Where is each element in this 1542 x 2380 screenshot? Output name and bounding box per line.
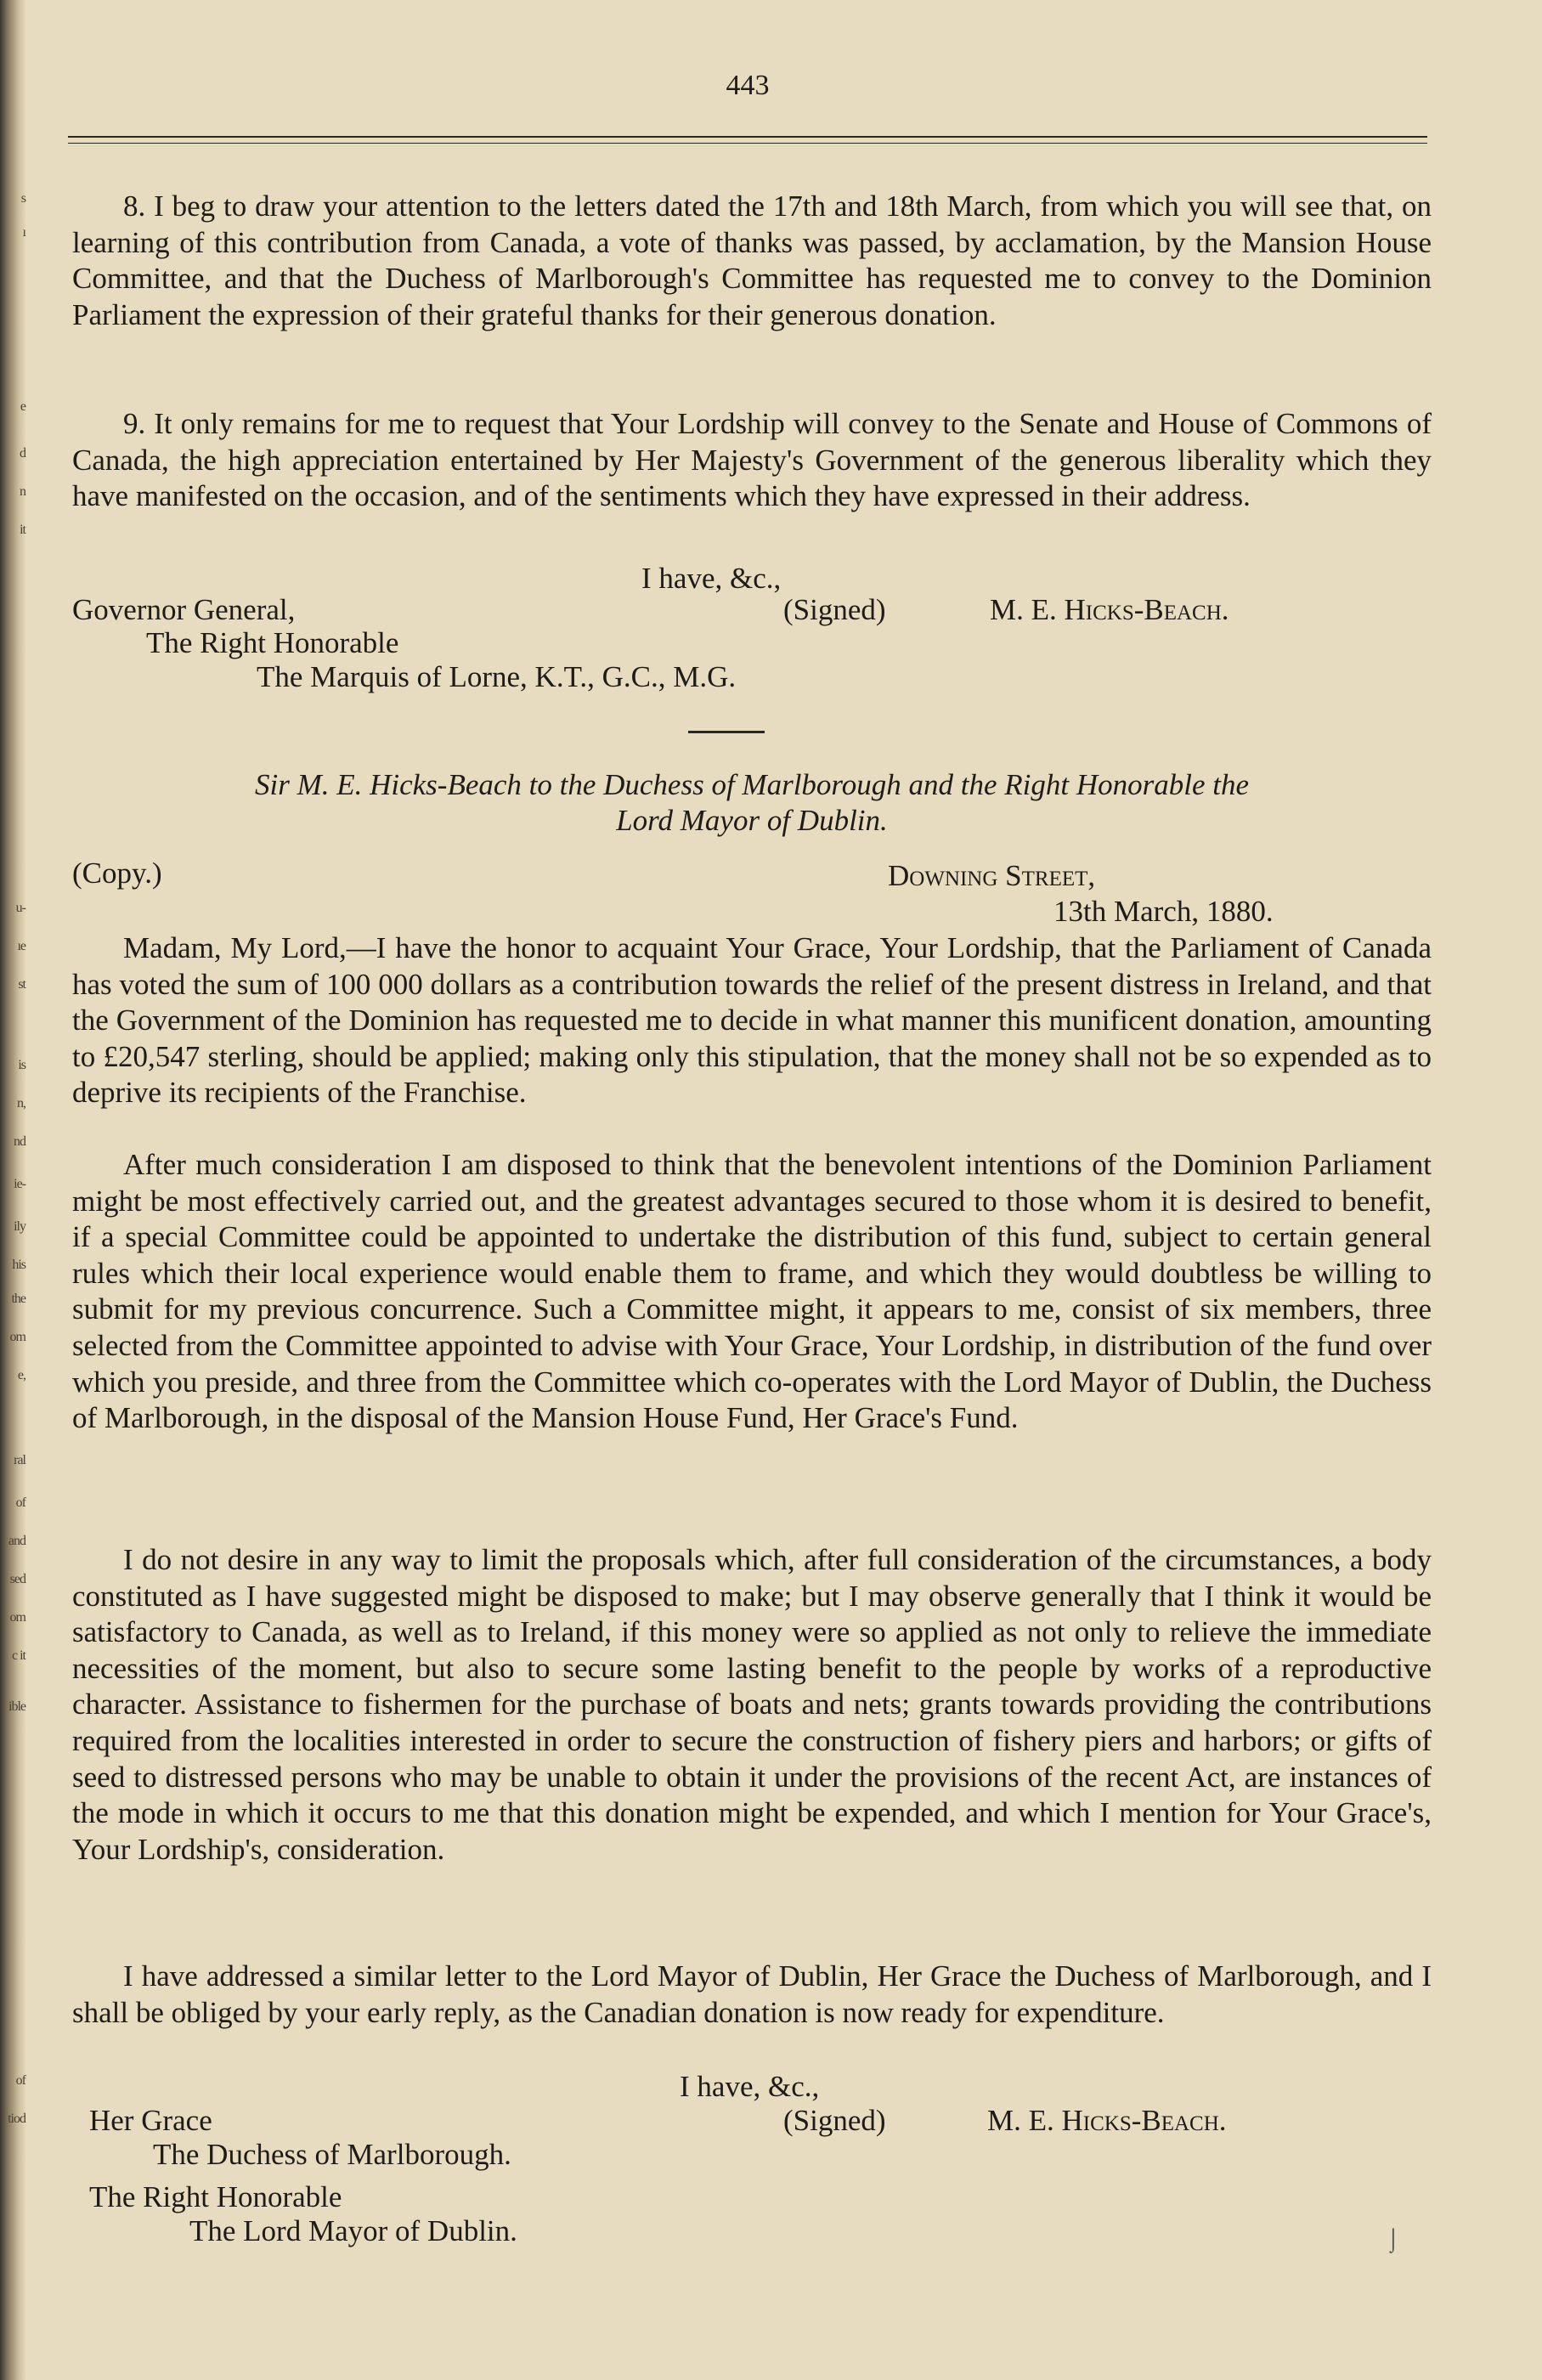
paragraph-8: 8. I beg to draw your attention to the letters dated the 17th and 18th March, from which you will see that, on learning of this contribution from Canada, a vote of thanks was passed, by acclamation, by the Mansion House Committee, and that the Duchess of Marlborough's Committee has requested me to convey to the Dominion Parliament the expression of their grateful thanks for their generous donation.	[72, 189, 1432, 331]
gutter-fragment: and	[8, 1534, 25, 1548]
letter-heading-line-2: Lord Mayor of Dublin.	[616, 804, 888, 837]
document-page	[68, 51, 1432, 2345]
signature-2: M. E. Hicks-Beach.	[987, 2104, 1227, 2137]
gutter-fragment: om	[9, 1330, 25, 1344]
signed-label: (Signed)	[783, 593, 886, 626]
place-line: Downing Street,	[888, 859, 1096, 892]
gutter-fragment: nd	[14, 1134, 25, 1149]
gutter-fragment: e,	[17, 1368, 25, 1382]
gutter-fragment: ı	[22, 225, 25, 240]
closing-line-2: I have, &c.,	[680, 2070, 820, 2103]
gutter-fragment: the	[11, 1292, 25, 1306]
header-rule-bottom	[68, 143, 1427, 144]
letter-paragraph-2: After much consideration I am disposed to think that the benevolent intentions of the Dominion Parliament might be most effectively carried out, and the greatest advantages secured to those whom it is desired to benefit, if a special Committee could be appointed to undertake the distribution of this fund, subject to certain general rules which their local experience would enable them to frame, and which they would doubtless be willing to submit for my previous concurrence. Such a Committee might, it appears to me, consist of six members, three selected from the Committee appointed to advise with Your Grace, Your Lordship, in distribution of the fund over which you preside, and three from the Committee which co-operates with the Lord Mayor of Dublin, the Duchess of Marlborough, in the disposal of the Mansion House Fund, Her Grace's Fund.	[72, 1148, 1432, 1435]
gutter-fragment: of	[15, 2073, 25, 2088]
section-divider	[688, 731, 765, 733]
addressee-line-1: Governor General,	[72, 593, 296, 626]
gutter-fragment: s	[20, 191, 25, 206]
addressee-2a-line-1: Her Grace	[89, 2104, 212, 2137]
letter-paragraph-3: I do not desire in any way to limit the proposals which, after full consideration of the circumstances, a body constituted as I have suggested might be disposed to make; but I may observe generally that I think it would be satisfactory to Canada, as well as to Ireland, if this money were so applied as not only to relieve the immediate necessities of the moment, but also to secure some lasting benefit to the people by works of a reproductive character. Assistance to fishermen for the purchase of boats and nets; grants towards providing the contributions required from the localities interested in order to secure the construction of fishery piers and harbors; or gifts of seed to distressed persons who may be unable to obtain it under the provisions of the recent Act, are instances of the mode in which it occurs to me that this donation might be expended, and which I mention for Your Grace's, Your Lordship's, consideration.	[72, 1543, 1432, 1866]
date-line: 13th March, 1880.	[1053, 895, 1274, 928]
gutter-fragment: d	[20, 446, 25, 461]
gutter-fragment: ie-	[14, 1177, 25, 1191]
gutter-fragment: om	[9, 1610, 25, 1625]
gutter-fragment: his	[12, 1258, 25, 1272]
signed-label-2: (Signed)	[783, 2104, 886, 2137]
copy-label: (Copy.)	[72, 856, 162, 890]
gutter-fragment: n,	[17, 1096, 25, 1111]
gutter-fragment: u-	[15, 901, 25, 915]
page-number: 443	[726, 70, 770, 101]
addressee-line-2: The Right Honorable	[146, 626, 399, 659]
gutter-fragment: ral	[14, 1453, 25, 1467]
addressee-2b-line-2: The Lord Mayor of Dublin.	[189, 2214, 517, 2247]
addressee-2b-line-1: The Right Honorable	[89, 2180, 342, 2213]
gutter-fragment: n	[20, 484, 25, 499]
closing-line: I have, &c.,	[641, 562, 782, 595]
letter-paragraph-1: Madam, My Lord,—I have the honor to acquaint Your Grace, Your Lordship, that the Parliament of Canada has voted the sum of 100 000 dollars as a contribution towards the relief of the present distress in Ireland, and that the Government of the Dominion has requested me to decide in what manner this munificent donation, amounting to £20,547 sterling, should be applied; making only this stipulation, that the money shall not be so expended as to deprive its recipients of the Franchise.	[72, 931, 1432, 1110]
gutter-fragment: c it	[12, 1648, 25, 1663]
gutter-fragment: ıe	[17, 939, 25, 953]
margin-mark: ⌡	[1387, 2227, 1400, 2252]
gutter-fragment: sed	[9, 1572, 25, 1586]
letter-heading-line-1: Sir M. E. Hicks-Beach to the Duchess of Marlborough and the Right Honorable the	[254, 768, 1250, 801]
gutter-fragment: ily	[14, 1219, 25, 1234]
gutter-fragment: it	[20, 523, 25, 537]
gutter-fragment: e	[20, 399, 25, 414]
gutter-fragment: st	[18, 977, 25, 992]
signature: M. E. Hicks-Beach.	[990, 593, 1229, 626]
paragraph-9: 9. It only remains for me to request that Your Lordship will convey to the Senate and House of Commons of Canada, the high appreciation entertained by Her Majesty's Government of the generous liberality which they have manifested on the occasion, and of the sentiments which they have expressed in their address.	[72, 407, 1432, 513]
header-rule-top	[68, 136, 1427, 138]
gutter-fragment: ible	[8, 1699, 25, 1714]
gutter-fragment: is	[18, 1058, 25, 1072]
addressee-line-3: The Marquis of Lorne, K.T., G.C., M.G.	[257, 660, 737, 693]
addressee-2a-line-2: The Duchess of Marlborough.	[153, 2138, 511, 2171]
gutter-fragment: tiod	[8, 2111, 25, 2126]
gutter-fragment: of	[15, 1495, 25, 1510]
letter-paragraph-4: I have addressed a similar letter to the Lord Mayor of Dublin, Her Grace the Duchess of Marlborough, and I shall be obliged by your early reply, as the Canadian donation is now ready for expenditure.	[72, 1959, 1432, 2029]
